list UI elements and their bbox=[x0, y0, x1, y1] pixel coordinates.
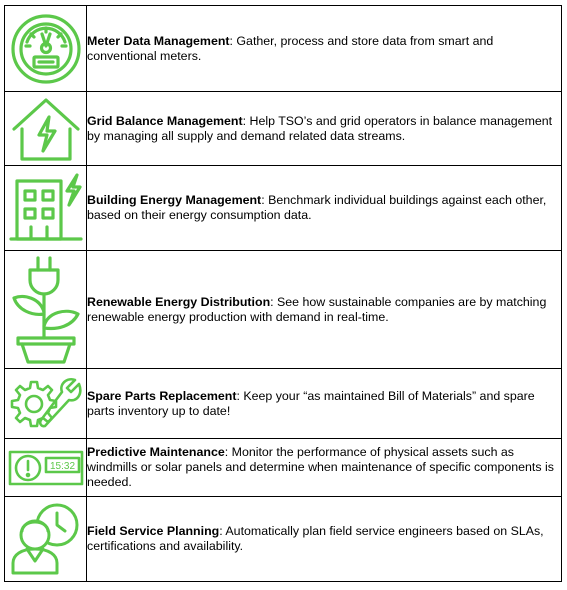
icon-cell bbox=[5, 369, 87, 439]
row-title: Grid Balance Management bbox=[87, 113, 243, 128]
row-text bbox=[87, 497, 562, 582]
row-title: Meter Data Management bbox=[87, 33, 230, 48]
row-title: Spare Parts Replacement bbox=[87, 388, 237, 403]
row-title: Field Service Planning bbox=[87, 524, 220, 538]
meter-icon bbox=[9, 12, 83, 86]
table-row bbox=[5, 439, 562, 497]
row-description: : See how sustainable companies are by matching renewable energy production with demand in real-time. bbox=[87, 294, 547, 324]
alert-clock-icon bbox=[8, 448, 84, 488]
row-text bbox=[87, 92, 562, 166]
table-row bbox=[5, 6, 562, 92]
house-lightning-icon bbox=[11, 95, 81, 163]
row-description: : Monitor the performance of physical assets such as windmills or solar panels and determine when maintenance of specific components is needed. bbox=[87, 445, 554, 489]
table-row bbox=[5, 251, 562, 369]
row-text bbox=[87, 439, 562, 497]
icon-cell bbox=[5, 439, 87, 497]
icon-cell bbox=[5, 251, 87, 369]
row-text bbox=[87, 6, 562, 92]
use-case-table bbox=[4, 5, 562, 582]
table-row bbox=[5, 497, 562, 582]
row-title: Predictive Maintenance bbox=[87, 445, 225, 459]
icon-cell bbox=[5, 497, 87, 582]
plug-plant-icon bbox=[10, 254, 82, 366]
row-title: Building Energy Management bbox=[87, 193, 262, 207]
engineer-clock-icon bbox=[9, 501, 83, 577]
table-row bbox=[5, 369, 562, 439]
row-description: : Help TSO’s and grid operators in balance management by managing all supply and demand related data streams. bbox=[87, 113, 553, 143]
row-text bbox=[87, 369, 562, 439]
clock-text: 15:32 bbox=[49, 460, 75, 472]
row-title: Renewable Energy Distribution bbox=[87, 294, 271, 309]
icon-cell bbox=[5, 6, 87, 92]
building-lightning-icon bbox=[9, 171, 83, 245]
row-description: : Benchmark individual buildings against each other, based on their energy consumption data. bbox=[87, 193, 547, 222]
row-description: : Keep your “as maintained Bill of Materials” and spare parts inventory up to date! bbox=[87, 388, 535, 418]
table-row bbox=[5, 166, 562, 251]
icon-cell bbox=[5, 166, 87, 251]
icon-cell bbox=[5, 92, 87, 166]
table-row bbox=[5, 92, 562, 166]
row-description: : Gather, process and store data from smart and conventional meters. bbox=[87, 33, 494, 63]
row-text bbox=[87, 166, 562, 251]
gear-wrench-icon bbox=[9, 374, 83, 434]
row-text bbox=[87, 251, 562, 369]
row-description: : Automatically plan field service engineers based on SLAs, certifications and availability. bbox=[87, 524, 544, 553]
